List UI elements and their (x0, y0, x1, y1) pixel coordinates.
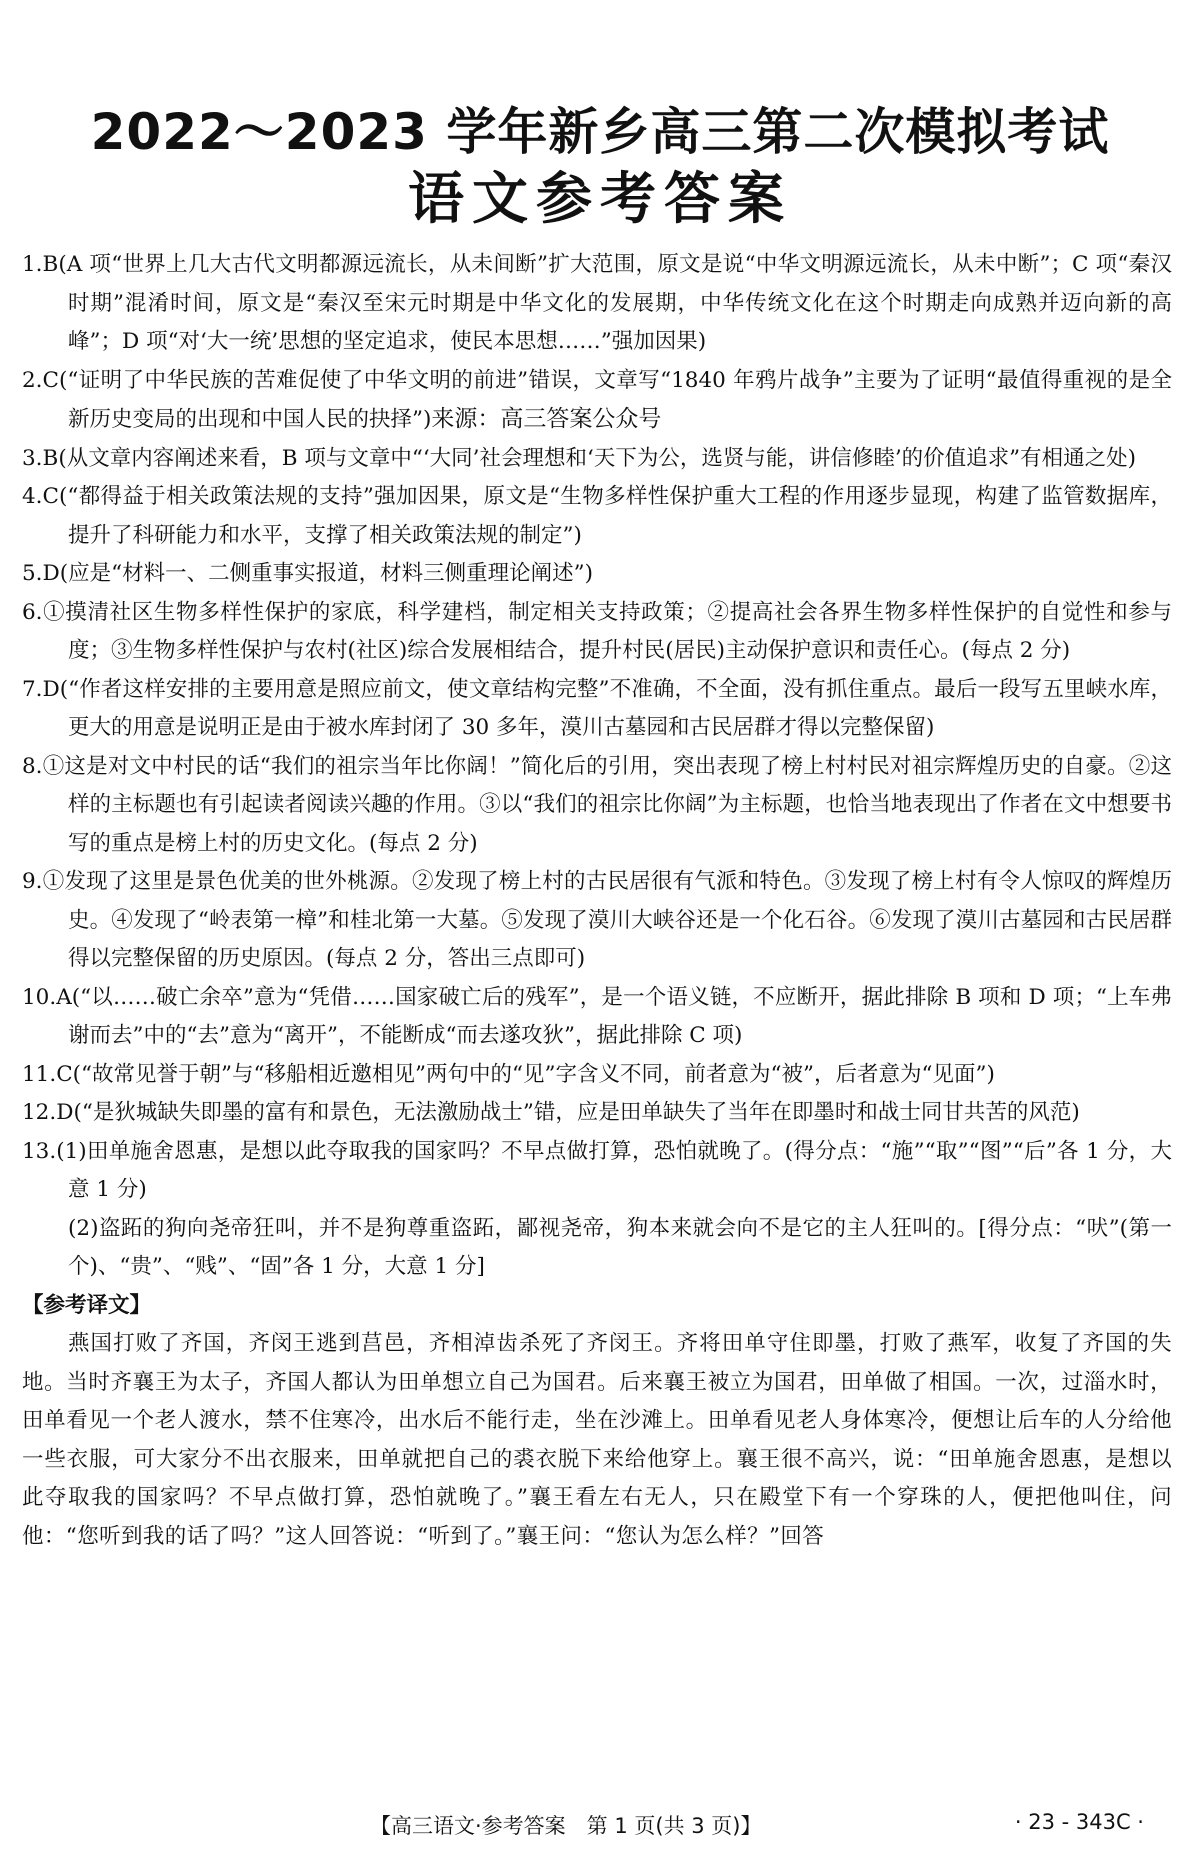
answer-item-7: 7.D(“作者这样安排的主要用意是照应前文，使文章结构完整”不准确，不全面，没有抓住重点。最后一段写五里峡水库，更大的用意是说明正是由于被水库封闭了 30 多年，漠川古墓园和古民居群才得以完整保留) (22, 676, 1172, 740)
reference-heading: 【参考译文】 (22, 1292, 152, 1318)
answer-item-12: 12.D(“是狄城缺失即墨的富有和景色，无法激励战士”错，应是田单缺失了当年在即墨时和战士同甘共苦的风范) (22, 1100, 1080, 1125)
answer-item-10: 10.A(“以……破亡余卒”意为“凭借……国家破亡后的残军”，是一个语义链，不应断开，据此排除 B 项和 D 项；“上车弗谢而去”中的“去”意为“离开”，不能断成“而去遂攻狄”，据此排除 C 项) (22, 984, 1172, 1048)
answer-item-3: 3.B(从文章内容阐述来看，B 项与文章中“‘大同’社会理想和‘天下为公，选贤与能，讲信修睦’的价值追求”有相通之处) (22, 445, 1137, 471)
answer-item-1: 1.B(A 项“世界上几大古代文明都源远流长，从未间断”扩大范围，原文是说“中华文明源远流长，从未中断”；C 项“秦汉时期”混淆时间，原文是“秦汉至宋元时期是中华文化的发展期，中华传统文化在这个时期走向成熟并迈向新的高峰”；D 项“对‘大一统’思想的坚定追求，使民本思想……”强加因果) (22, 252, 1172, 354)
page-title: 2022～2023 学年新乡高三第二次模拟考试 (90, 103, 1110, 161)
answer-item-4: 4.C(“都得益于相关政策法规的支持”强加因果，原文是“生物多样性保护重大工程的作用逐步显现，构建了监管数据库，提升了科研能力和水平，支撑了相关政策法规的制定”) (22, 484, 1172, 548)
answer-item-8: 8.①这是对文中村民的话“我们的祖宗当年比你阔！”简化后的引用，突出表现了榜上村村民对祖宗辉煌历史的自豪。②这样的主标题也有引起读者阅读兴趣的作用。③以“我们的祖宗比你阔”为主标题，也恰当地表现出了作者在文中想要书写的重点是榜上村的历史文化。(每点 2 分) (22, 753, 1172, 856)
answer-item-6: 6.①摸清社区生物多样性保护的家底，科学建档，制定相关支持政策；②提高社会各界生物多样性保护的自觉性和参与度；③生物多样性保护与农村(社区)综合发展相结合，提升村民(居民)主动保护意识和责任心。(每点 2 分) (22, 599, 1172, 663)
footer-page-info: 【高三语文·参考答案 第 1 页(共 3 页)】 (370, 1814, 762, 1838)
page-subtitle: 语文参考答案 (408, 167, 792, 232)
footer-code: · 23 - 343C · (1014, 1810, 1144, 1834)
answer-list (22, 246, 1172, 1556)
answer-item-13: 13.(1)田单施舍恩惠，是想以此夺取我的国家吗？不早点做打算，恐怕就晚了。(得分点：“施”“取”“图”“后”各 1 分，大意 1 分) (22, 1138, 1172, 1202)
answer-item-5: 5.D(应是“材料一、二侧重事实报道，材料三侧重理论阐述”) (22, 561, 594, 586)
answer-item-11: 11.C(“故常见誉于朝”与“移船相近邀相见”两句中的“见”字含义不同，前者意为“被”，后者意为“见面”) (22, 1061, 995, 1087)
source-note: 来源：高三答案公众号 (431, 406, 662, 432)
answer-item-13-part-2: (2)盗跖的狗向尧帝狂叫，并不是狗尊重盗跖，鄙视尧帝，狗本来就会向不是它的主人狂叫的。[得分点：“吠”(第一个)、“贵”、“贱”、“固”各 1 分，大意 1 分] (68, 1215, 1172, 1279)
answer-item-9: 9.①发现了这里是景色优美的世外桃源。②发现了榜上村的古民居很有气派和特色。③发现了榜上村有令人惊叹的辉煌历史。④发现了“岭表第一樟”和桂北第一大墓。⑤发现了漠川大峡谷还是一个化石谷。⑥发现了漠川古墓园和古民居群得以完整保留的历史原因。(每点 2 分，答出三点即可) (22, 869, 1172, 971)
reference-translation: 燕国打败了齐国，齐闵王逃到莒邑，齐相淖齿杀死了齐闵王。齐将田单守住即墨，打败了燕军，收复了齐国的失地。当时齐襄王为太子，齐国人都认为田单想立自己为国君。后来襄王被立为国君，田单做了相国。一次，过淄水时，田单看见一个老人渡水，禁不住寒冷，出水后不能行走，坐在沙滩上。田单看见老人身体寒冷，便想让后车的人分给他一些衣服，可大家分不出衣服来，田单就把自己的裘衣脱下来给他穿上。襄王很不高兴，说：“田单施舍恩惠，是想以此夺取我的国家吗？不早点做打算，恐怕就晚了。”襄王看左右无人，只在殿堂下有一个穿珠的人，便把他叫住，问他：“您听到我的话了吗？”这人回答说：“听到了。”襄王问：“您认为怎么样？”回答 (22, 1331, 1172, 1549)
page-footer (0, 1810, 1200, 1846)
answer-item-2: 2.C(“证明了中华民族的苦难促使了中华文明的前进”错误，文章写“1840 年鸦片战争”主要为了证明“最值得重视的是全新历史变局的出现和中国人民的抉择”)来源：高三答案公众号 (22, 367, 1172, 432)
